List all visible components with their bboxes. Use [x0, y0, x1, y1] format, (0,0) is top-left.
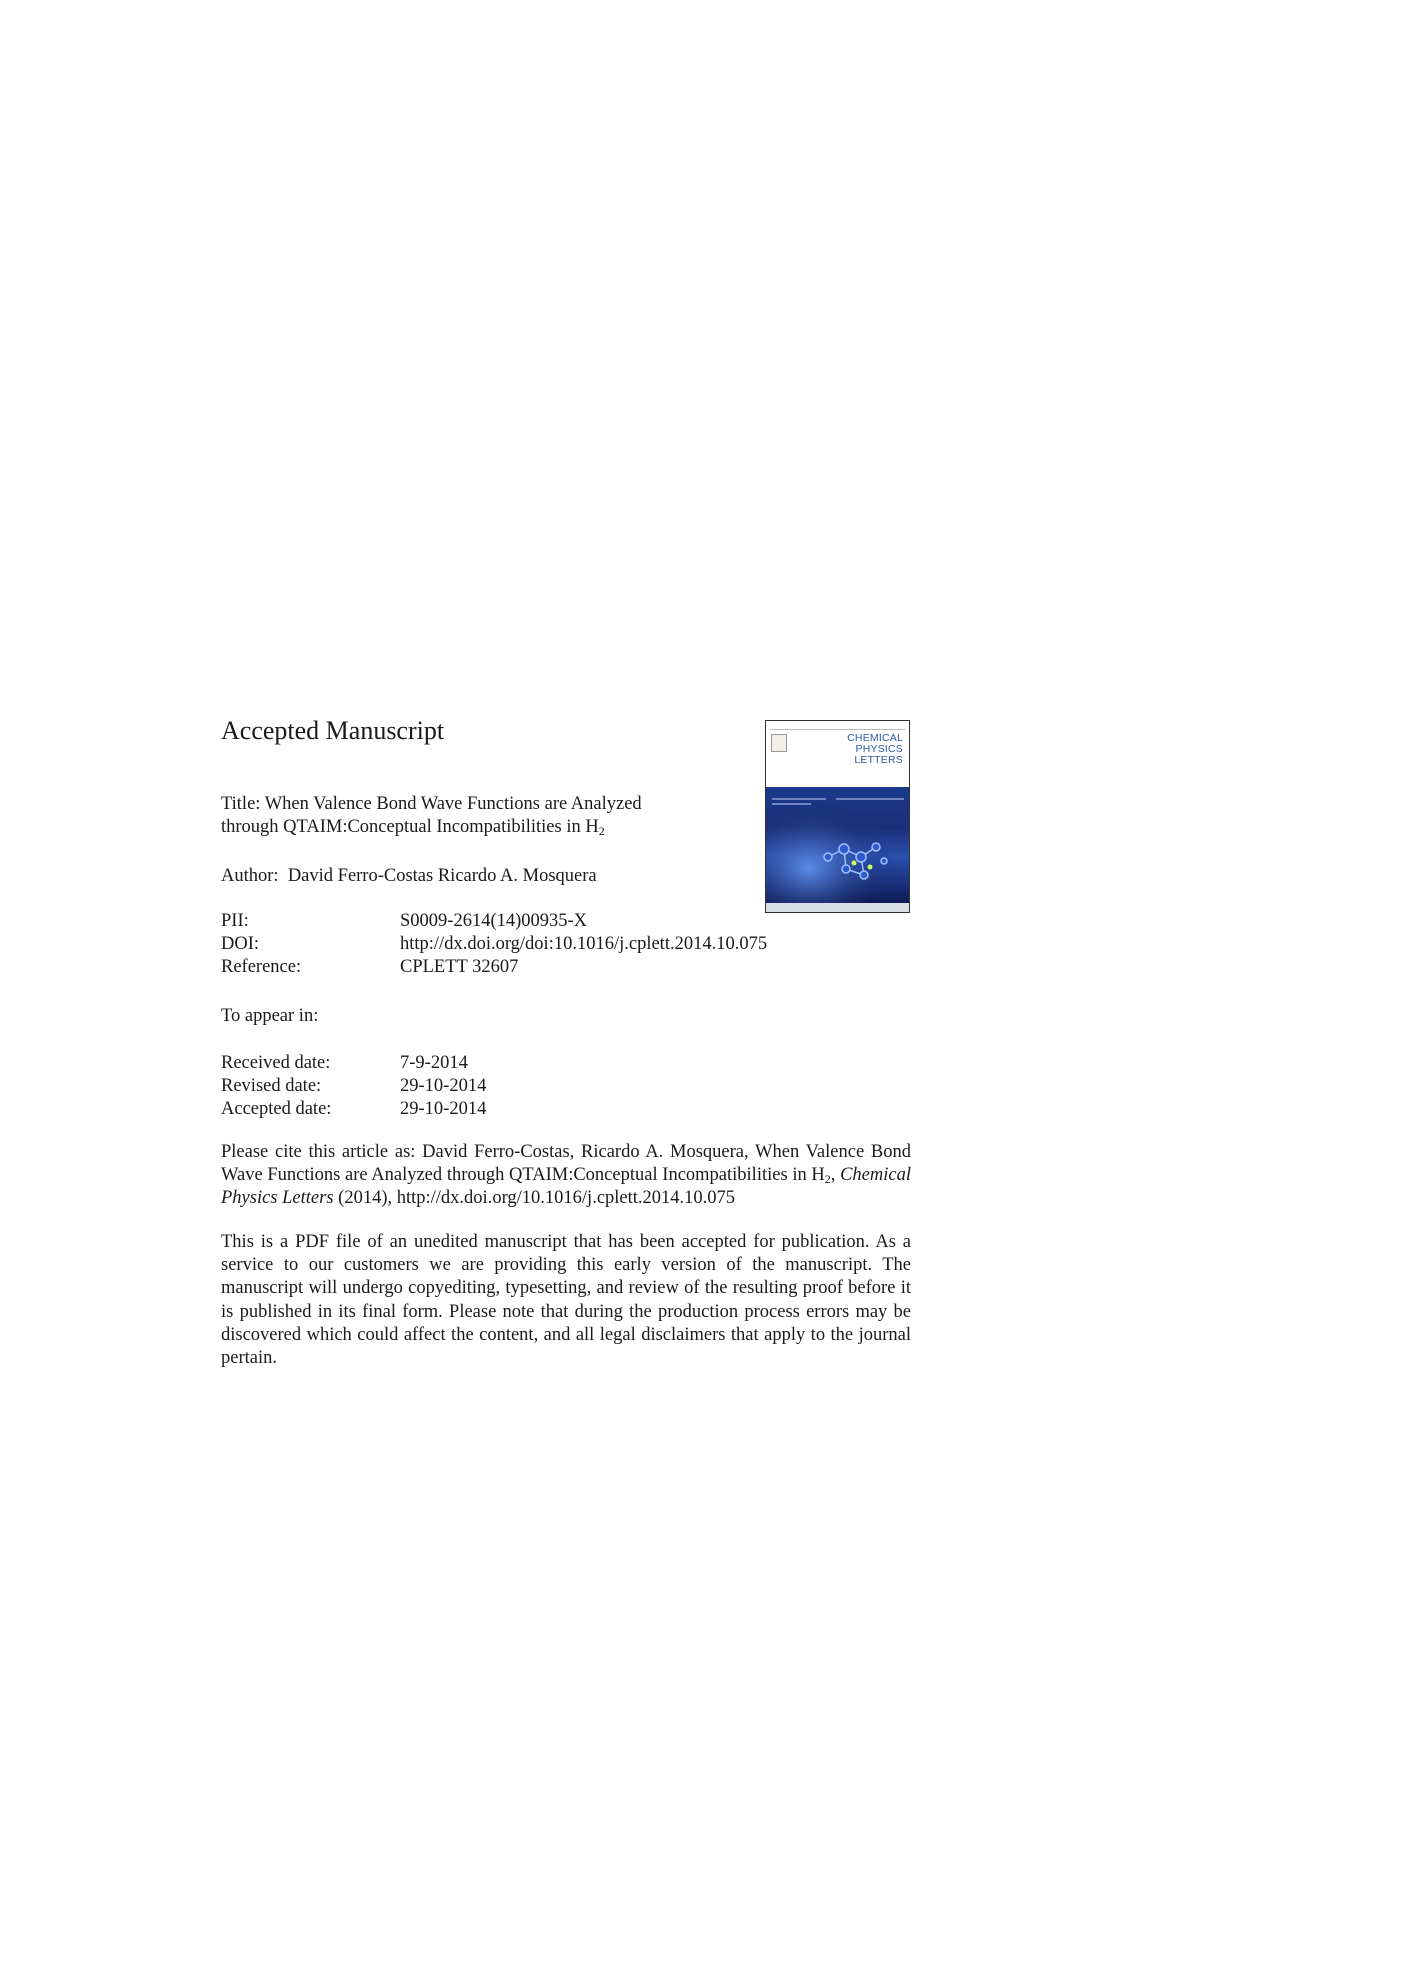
cover-artwork — [766, 787, 909, 903]
cover-title-line-1: CHEMICAL — [847, 732, 903, 744]
citation-paragraph — [221, 1141, 911, 1211]
citation-journal: Chemical Physics Letters — [221, 1165, 911, 1209]
date-value: 7-9-2014 — [400, 1053, 468, 1073]
title-subscript: 2 — [598, 824, 605, 838]
journal-cover-image — [765, 720, 910, 913]
citation-prefix: Please cite this article as: David Ferro-Costas, Ricardo A. Mosquera, When Valence Bond Wave Functions are Analyzed through QTAIM:Conceptual Incompatibilities in H — [221, 1142, 911, 1186]
doi-link[interactable]: http://dx.doi.org/doi:10.1016/j.cplett.2014.10.075 — [400, 934, 768, 954]
author-label: Author: — [221, 866, 279, 886]
molecule-illustration-icon — [766, 787, 909, 903]
date-label: Accepted date: — [221, 1099, 332, 1119]
meta-value: CPLETT 32607 — [400, 957, 519, 977]
disclaimer-paragraph: This is a PDF file of an unedited manuscript that has been accepted for publication. As a service to our customers we are providing this early version of the manuscript. The manuscript will undergo copyediting, typesetting, and review of the resulting proof before it is published in its final form. Please note that during the production process errors may be discovered which could affect the content, and all legal disclaimers that apply to the journal pertain. — [221, 1232, 911, 1369]
publisher-logo-icon — [771, 734, 787, 752]
appear-label: To appear in: — [221, 1006, 319, 1026]
date-value: 29-10-2014 — [400, 1099, 487, 1119]
cover-title-line-2: PHYSICS — [855, 743, 903, 755]
citation-suffix: (2014), http://dx.doi.org/10.1016/j.cplett.2014.10.075 — [333, 1188, 736, 1209]
citation-separator: , — [830, 1165, 841, 1186]
meta-label: DOI: — [221, 934, 260, 954]
title-line-2: through QTAIM:Conceptual Incompatibilities in H — [221, 817, 599, 837]
title-block — [221, 793, 642, 839]
meta-value: S0009-2614(14)00935-X — [400, 911, 588, 931]
author-block — [221, 865, 597, 888]
cover-header — [766, 721, 909, 787]
title-line-1: When Valence Bond Wave Functions are Analyzed — [264, 794, 642, 814]
cover-footer — [766, 903, 909, 912]
author-value: David Ferro-Costas Ricardo A. Mosquera — [287, 866, 597, 886]
page-heading: Accepted Manuscript — [221, 716, 445, 745]
meta-label: PII: — [221, 911, 249, 931]
cover-topbar — [770, 726, 905, 730]
date-label: Received date: — [221, 1053, 331, 1073]
cover-title-line-3: LETTERS — [854, 754, 903, 766]
meta-label: Reference: — [221, 957, 302, 977]
date-value: 29-10-2014 — [400, 1076, 487, 1096]
title-label: Title: — [221, 794, 261, 814]
cover-title — [847, 733, 903, 766]
date-label: Revised date: — [221, 1076, 322, 1096]
citation-subscript: 2 — [824, 1172, 831, 1187]
